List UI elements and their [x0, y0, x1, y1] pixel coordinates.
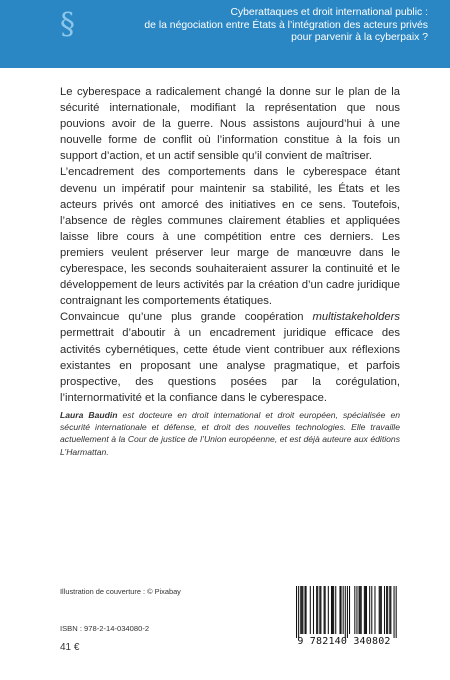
barcode-bar	[301, 586, 302, 634]
book-title-line-2: de la négociation entre États à l’intégration des acteurs privés	[144, 19, 428, 31]
barcode-bar	[374, 586, 375, 634]
cover-header-band	[0, 0, 450, 68]
summary-paragraph-3-start: Convaincue qu’une plus grande coopération	[60, 311, 313, 324]
barcode-bar	[354, 586, 355, 634]
barcode-bar	[389, 586, 390, 634]
barcode-bar	[369, 586, 370, 634]
barcode-bar	[304, 586, 305, 634]
barcode-bar	[298, 586, 299, 638]
barcode-bar	[332, 586, 333, 634]
barcode-bar	[300, 586, 301, 634]
book-title-line-1: Cyberattaques et droit international public :	[230, 7, 428, 18]
barcode-bar	[316, 586, 317, 634]
barcode-bar	[384, 586, 385, 634]
barcode-bar	[390, 586, 391, 634]
price-label: 41 €	[60, 642, 80, 653]
barcode-bar	[341, 586, 342, 634]
isbn-number: ISBN : 978-2-14-034080-2	[60, 624, 150, 633]
summary-paragraph-1: Le cyberespace a radicalement changé la donne sur le plan de la sécurité internationale, modifiant la représentation que nous pouvions avoir de la guerre. Nous assistons aujourd’hui à une nouvelle forme de conflit où l’information constitue à la fois un support d’action, et un actif sensible qu’il convient de maîtriser.	[60, 86, 400, 163]
barcode-bar	[379, 586, 380, 634]
barcode-bar	[366, 586, 367, 634]
barcode-bar	[296, 586, 297, 638]
barcode-bar	[361, 586, 362, 634]
barcode-bar	[343, 586, 344, 634]
barcode-bar	[349, 586, 350, 634]
back-cover-summary	[60, 84, 400, 406]
barcode-bar	[386, 586, 387, 634]
barcode-bar	[345, 586, 346, 638]
barcode-bar	[324, 586, 325, 634]
barcode-digits: 9 782140 340802	[297, 636, 391, 647]
barcode-bar	[335, 586, 336, 634]
barcode-bar	[339, 586, 340, 634]
summary-paragraph-3	[60, 309, 400, 406]
barcode-bar	[302, 586, 303, 634]
barcode-bar	[333, 586, 334, 634]
barcode-bar	[359, 586, 360, 634]
barcode-bars	[288, 584, 400, 640]
barcode-bar	[360, 586, 361, 634]
author-bio-text: est docteure en droit international et droit européen, spécialisée en sécurité internationale et défense, et droit des nouvelles technologies. Elle travaille actuellement à la Cour de justice de l’Union européenne, et est déjà auteure aux éditions L’Harmattan.	[60, 410, 400, 457]
barcode-bar	[396, 586, 397, 638]
barcode-bar	[364, 586, 365, 634]
barcode-bar	[310, 586, 311, 634]
barcode-bar	[317, 586, 318, 634]
barcode-bar	[313, 586, 314, 634]
barcode-bar	[380, 586, 381, 634]
author-name: Laura Baudin	[60, 410, 118, 420]
book-title-line-3: pour parvenir à la cyberpaix ?	[291, 32, 428, 44]
section-symbol-icon: §	[60, 7, 75, 42]
barcode-bar	[381, 586, 382, 634]
barcode-bar	[394, 586, 395, 638]
book-title	[98, 7, 428, 45]
summary-italic-term: multistakeholders	[312, 311, 400, 324]
barcode-bar	[328, 586, 329, 634]
author-bio	[60, 409, 400, 458]
barcode-bar	[325, 586, 326, 634]
barcode-bar	[319, 586, 320, 634]
cover-illustration-credit: Illustration de couverture : © Pixabay	[60, 587, 181, 596]
barcode-bar	[365, 586, 366, 634]
barcode-bar	[331, 586, 332, 634]
summary-paragraph-2: L’encadrement des comportements dans le cyberespace étant devenu un impératif pour maintenir sa stabilité, les États et les acteurs privés ont amorcé des initiatives en ce sens. Toutefois, l’absence de règles communes clairement établies et appliquées laisse libre cours à une compétition entre ces derniers. Les premiers veulent préserver leur marge de manœuvre dans le cyberespace, les seconds souhaiteraient assurer la continuité et le développement de leurs activités par la création d’un cadre juridique contraignant les comportements étatiques.	[60, 166, 400, 308]
barcode-bar	[371, 586, 372, 634]
barcode-bar	[320, 586, 321, 634]
summary-paragraph-3-end: permettrait d’aboutir à un encadrement juridique efficace des activités cybernétiques, cette étude vient contribuer aux réflexions existantes en proposant une analyse pragmatique, et parfois prospective, des questions posées par la corégulation, l’internormativité et la confiance dans le cyberespace.	[60, 327, 400, 404]
barcode-bar	[347, 586, 348, 638]
barcode-bar	[387, 586, 388, 634]
barcode-bar	[356, 586, 357, 634]
barcode-bar	[306, 586, 307, 634]
isbn-barcode	[288, 584, 400, 650]
